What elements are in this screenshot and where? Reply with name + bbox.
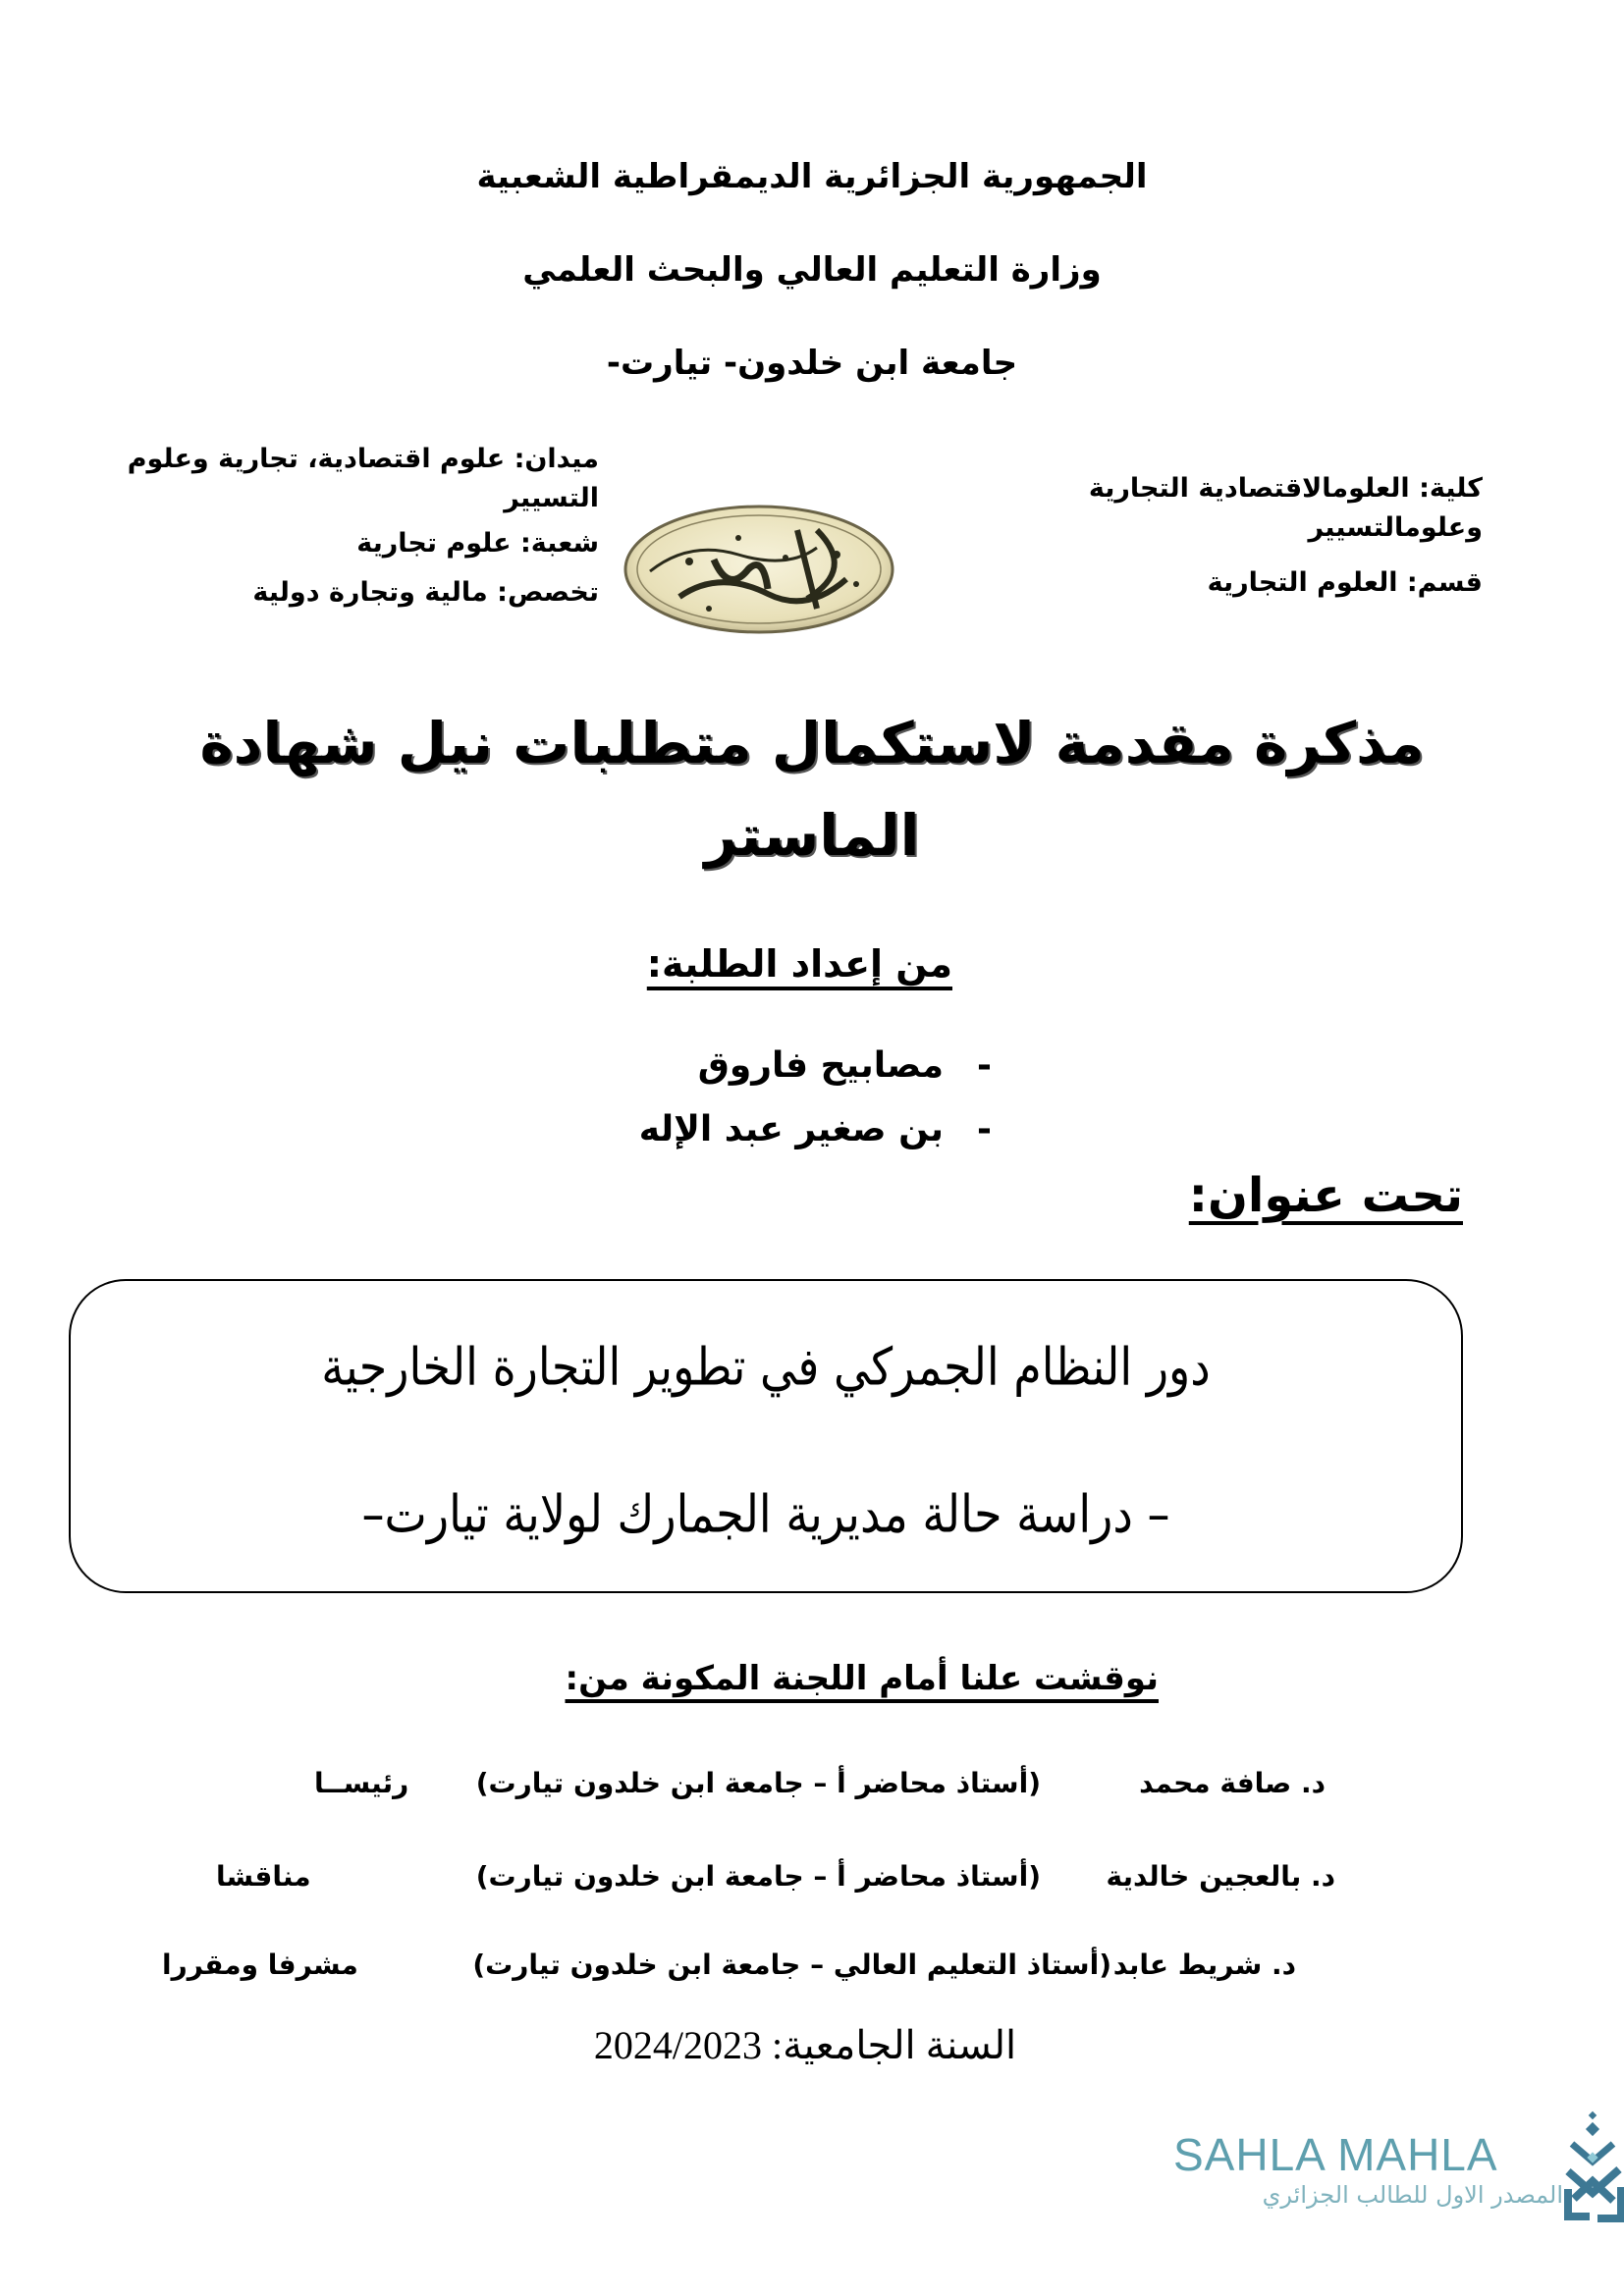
students-heading: من إعداد الطلبة: (646, 942, 952, 986)
thesis-purpose-line-1: مذكرة مقدمة لاستكمال متطلبات نيل شهادة (199, 710, 1425, 776)
jury-member-name: د. شريط عابد (1112, 1949, 1296, 1981)
jury-member-affiliation: (أستاذ محاضر أ – جامعة ابن خلدون تيارت) (475, 1767, 1041, 1799)
university-seal-icon (621, 501, 897, 638)
student-name: -بن صغير عبد الإله (638, 1109, 992, 1149)
thesis-title-box (69, 1279, 1463, 1593)
department-line: قسم: العلوم التجارية (1207, 567, 1483, 598)
jury-member-row (147, 1767, 1326, 1816)
academic-year (550, 2022, 1060, 2068)
under-title-heading: تحت عنوان: (1188, 1168, 1463, 1223)
jury-member-affiliation: (أستاذ محاضر أ – جامعة ابن خلدون تيارت) (475, 1860, 1041, 1893)
sahla-mahla-logo-icon (1564, 2110, 1624, 2226)
jury-member-role: مناقشا (216, 1860, 311, 1893)
jury-member-name: د. صافة محمد (1139, 1767, 1326, 1799)
jury-member-role: مشرفا ومقررا (162, 1949, 358, 1981)
jury-member-affiliation: (أستاذ التعليم العالي – جامعة ابن خلدون تيارت) (472, 1949, 1111, 1981)
thesis-subtitle: – دراسة حالة مديرية الجمارك لولاية تيارت– (361, 1482, 1170, 1545)
right-info-block (1041, 469, 1483, 603)
jury-member-name: د. بالعجين خالدية (1106, 1860, 1335, 1893)
faculty-line-2: وعلومالتسيير (1308, 512, 1483, 543)
jury-member-row (147, 1949, 1326, 1998)
watermark-subtitle: المصدر الاول للطالب الجزائري (1262, 2181, 1563, 2209)
jury-heading: نوقشت علنا أمام اللجنة المكونة من: (565, 1659, 1159, 1698)
thesis-purpose-line-2: الماستر (704, 802, 920, 869)
field-line-2: التسيير (504, 483, 599, 513)
header-university: جامعة ابن خلدون- تيارت- (606, 344, 1018, 383)
jury-member-role: رئيســا (314, 1767, 409, 1799)
faculty-line-1: كلية: العلومالاقتصادية التجارية (1088, 473, 1483, 504)
thesis-purpose (196, 697, 1428, 881)
student-name: -مصابيح فاروق (697, 1045, 992, 1086)
academic-year-label: السنة الجامعية: (771, 2023, 1017, 2067)
thesis-title: دور النظام الجمركي في تطوير التجارة الخارجية (321, 1335, 1211, 1398)
branch-line: شعبة: علوم تجارية (356, 528, 599, 559)
academic-year-value: 2024/2023 (593, 2023, 762, 2067)
sahla-mahla-watermark (1173, 2110, 1624, 2228)
left-info-block (69, 440, 599, 613)
specialty-line: تخصص: مالية وتجارة دولية (252, 577, 599, 608)
jury-member-row (147, 1860, 1335, 1909)
header-ministry: وزارة التعليم العالي والبحث العلمي (522, 250, 1102, 290)
watermark-title: SAHLA MAHLA (1173, 2129, 1498, 2180)
header-republic: الجمهورية الجزائرية الديمقراطية الشعبية (476, 157, 1148, 196)
field-line-1: ميدان: علوم اقتصادية، تجارية وعلوم (127, 444, 599, 474)
